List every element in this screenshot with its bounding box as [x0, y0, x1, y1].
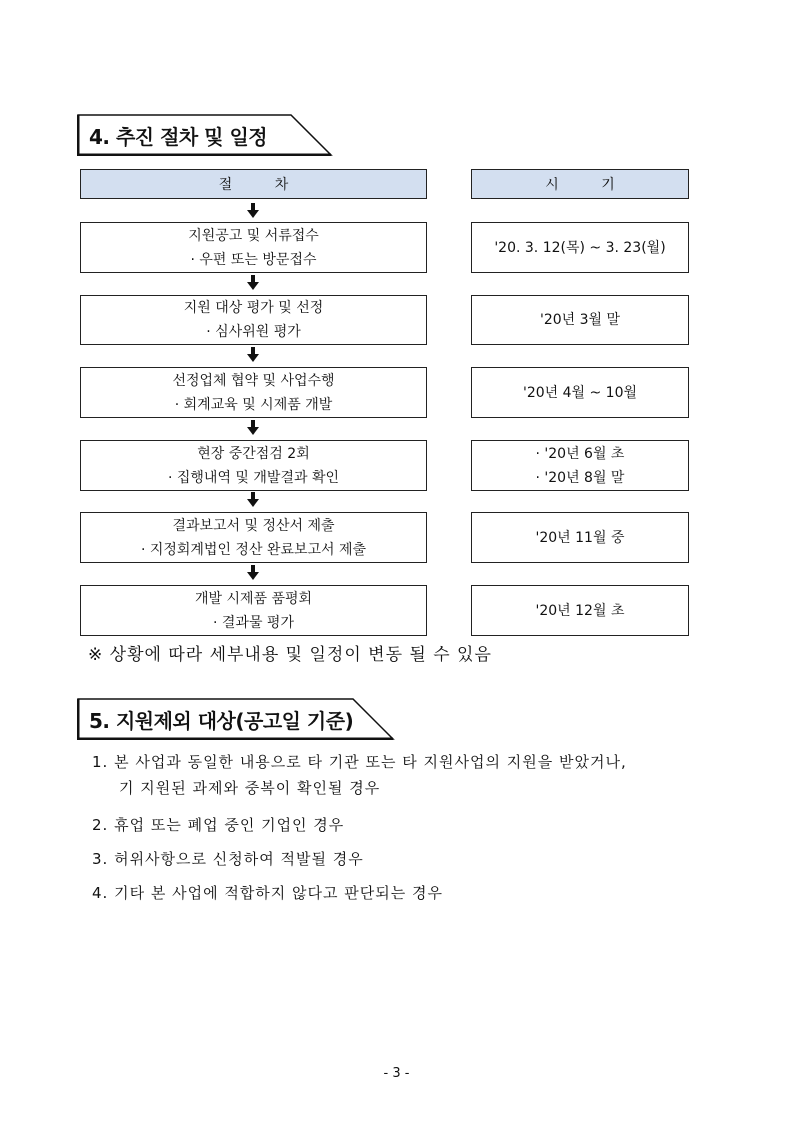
- section-4-title: 4. 추진 절차 및 일정: [89, 125, 268, 149]
- step-main-text: 지원 대상 평가 및 선정: [183, 300, 324, 316]
- step-sub-text: · 집행내역 및 개발결과 확인: [167, 469, 339, 486]
- timing-text: '20. 3. 12(목) ~ 3. 23(월): [494, 239, 666, 256]
- timing-text: '20년 3월 말: [539, 312, 621, 328]
- procedure-step: [80, 222, 427, 273]
- list-item-line: 기 지원된 과제와 중복이 확인될 경우: [119, 779, 381, 797]
- section-5-heading: [77, 698, 395, 738]
- step-main-text: 결과보고서 및 정산서 제출: [172, 517, 335, 534]
- step-main-text: 개발 시제품 품평회: [194, 590, 313, 607]
- list-item-line: 4. 기타 본 사업에 적합하지 않다고 판단되는 경우: [92, 884, 443, 902]
- section-4-heading: [77, 114, 333, 154]
- procedure-step: [80, 585, 427, 636]
- step-sub-text: · 회계교육 및 시제품 개발: [174, 396, 333, 413]
- step-main-text: 지원공고 및 서류접수: [188, 227, 319, 244]
- step-main-text: 현장 중간점검 2회: [197, 445, 310, 462]
- procedure-step: [80, 295, 427, 345]
- schedule-note: ※ 상황에 따라 세부내용 및 일정이 변동 될 수 있음: [88, 645, 492, 665]
- timing-cell: [471, 512, 689, 563]
- list-item: [92, 847, 364, 871]
- down-arrow-icon: [246, 420, 260, 436]
- down-arrow-icon: [246, 347, 260, 363]
- page-number: - 3 -: [383, 1066, 410, 1081]
- timing-text: '20년 11월 중: [535, 529, 625, 546]
- procedure-header: 절 차: [80, 169, 427, 199]
- list-item-line: 3. 허위사항으로 신청하여 적발될 경우: [92, 850, 364, 868]
- timing-header: 시 기: [471, 169, 689, 199]
- timing-cell: [471, 222, 689, 273]
- down-arrow-icon: [246, 203, 260, 219]
- step-sub-text: · 심사위원 평가: [206, 324, 301, 340]
- timing-text: · '20년 8월 말: [535, 469, 625, 486]
- list-item: [92, 813, 344, 837]
- timing-text: · '20년 6월 초: [535, 445, 625, 462]
- down-arrow-icon: [246, 275, 260, 291]
- list-item: [92, 750, 627, 800]
- list-item: [92, 881, 443, 905]
- timing-cell: [471, 440, 689, 491]
- step-sub-text: · 지정회계법인 정산 완료보고서 제출: [140, 541, 367, 558]
- down-arrow-icon: [246, 492, 260, 508]
- list-item-line: 2. 휴업 또는 폐업 중인 기업인 경우: [92, 816, 345, 834]
- timing-text: '20년 4월 ~ 10월: [522, 384, 638, 401]
- list-item-line: 1. 본 사업과 동일한 내용으로 타 기관 또는 타 지원사업의 지원을 받았거나,: [92, 753, 627, 771]
- section-5-title: 5. 지원제외 대상(공고일 기준): [89, 709, 354, 733]
- step-main-text: 선정업체 협약 및 사업수행: [172, 372, 335, 389]
- down-arrow-icon: [246, 565, 260, 581]
- step-sub-text: · 우편 또는 방문접수: [190, 251, 317, 268]
- timing-cell: [471, 295, 689, 345]
- procedure-step: [80, 367, 427, 418]
- timing-cell: [471, 367, 689, 418]
- timing-cell: [471, 585, 689, 636]
- step-sub-text: · 결과물 평가: [213, 614, 294, 631]
- timing-text: '20년 12월 초: [535, 602, 625, 619]
- procedure-step: [80, 512, 427, 563]
- procedure-step: [80, 440, 427, 491]
